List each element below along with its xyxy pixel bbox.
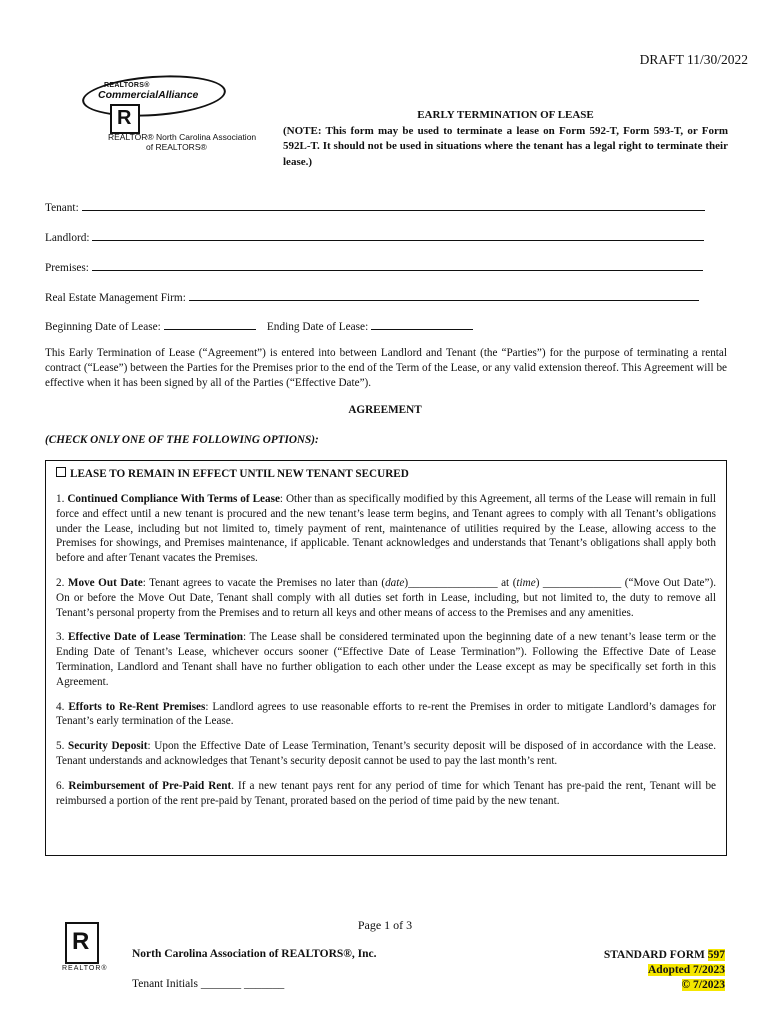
- adopted-date: Adopted 7/2023: [648, 964, 725, 976]
- premises-field: [45, 259, 703, 274]
- realtor-logo: [62, 922, 108, 978]
- item-6: 6. Reimbursement of Pre-Paid Rent. If a new tenant pays rent for any period of time for which Tenant has pre-paid the rent, Tenant will be reimbursed a portion of the rent pre-paid by Tenant, prorated based on the period of time paid by the new tenant.: [56, 779, 717, 807]
- logo-assoc-line2: of REALTORS®: [146, 142, 207, 152]
- option-checkbox-row[interactable]: [56, 467, 716, 480]
- firm-input-line[interactable]: [189, 289, 699, 301]
- standard-form-line: STANDARD FORM 597: [603, 949, 725, 961]
- item-3: 3. Effective Date of Lease Termination: The Lease shall be considered terminated upon the beginning date of a new tenant’s lease term or the Ending Date of Tenant’s Lease, whichever occurs sooner (“Effective Date of Lease Termination”). Following the Effective Date of Lease Termination, Landlord and Tenant shall have no further obligation to each other under the Lease except as may be specifically set forth in this Agreement.: [56, 631, 717, 688]
- firm-label: Real Estate Management Firm:: [45, 292, 186, 304]
- tenant-input-line[interactable]: [82, 199, 705, 211]
- draft-date: DRAFT 11/30/2022: [639, 52, 748, 67]
- end-input-line[interactable]: [371, 318, 473, 330]
- begin-input-line[interactable]: [164, 318, 256, 330]
- landlord-input-line[interactable]: [92, 229, 704, 241]
- agreement-heading: AGREEMENT: [348, 404, 422, 416]
- tenant-initials[interactable]: Tenant Initials _______ _______: [132, 978, 285, 990]
- form-number: 597: [707, 949, 725, 961]
- realtor-label: REALTOR®: [62, 965, 108, 972]
- premises-label: Premises:: [45, 262, 89, 274]
- lease-dates-field: [45, 318, 473, 333]
- check-instruction: (CHECK ONLY ONE OF THE FOLLOWING OPTIONS):: [45, 434, 319, 446]
- item-2: 2. Move Out Date: Tenant agrees to vacate the Premises no later than (date)________________ at (time) ______________ (“Move Out Date”). On or before the Move Out Date, Tenant shall comply with all duties set forth in Lease, including, but not limited to, the duty to remove all Tenant’s personal property from the Premises and to return all keys and other means of access to the Premises and any amenities.: [56, 576, 717, 619]
- option-box: [45, 460, 727, 856]
- tenant-label: Tenant:: [45, 202, 79, 214]
- item-1: 1. Continued Compliance With Terms of Lease: Other than as specifically modified by this Agreement, all terms of the Lease will remain in full force and effect until a new tenant is procured and the new tenant’s lease term begins, and Tenant agrees to comply with all Tenant’s obligations under the Lease, including but not limited to, timely payment of rent, maintenance of utilities required by the Lease, allowing access to the Premises for showings, and Premises maintenance, if applicable. Tenant acknowledges and understands that Tenant’s obligations shall apply both before and after Tenant vacates the Premises.: [56, 493, 717, 565]
- logo-assoc-line1: REALTOR® North Carolina Association: [108, 132, 257, 142]
- intro-paragraph: [45, 346, 727, 390]
- landlord-field: [45, 229, 704, 244]
- option-label: LEASE TO REMAIN IN EFFECT UNTIL NEW TENANT SECURED: [70, 468, 409, 480]
- realtor-r-icon: R: [65, 922, 99, 964]
- form-title: EARLY TERMINATION OF LEASE: [417, 109, 594, 121]
- association-name: North Carolina Association of REALTORS®, Inc.: [132, 948, 377, 960]
- logo-realtors-text: REALTORS®: [104, 82, 150, 89]
- commercial-alliance-logo: [80, 72, 270, 162]
- item-4: 4. Efforts to Re-Rent Premises: Landlord agrees to use reasonable efforts to re-rent the Premises in order to mitigate Landlord’s damages for Tenant’s early termination of the Lease.: [56, 700, 717, 728]
- copyright: © 7/2023: [681, 979, 725, 991]
- begin-label: Beginning Date of Lease:: [45, 321, 161, 333]
- form-title-block: [283, 108, 728, 170]
- premises-input-line[interactable]: [92, 259, 703, 271]
- tenant-field: [45, 199, 705, 214]
- firm-field: [45, 289, 699, 304]
- end-label: Ending Date of Lease:: [266, 321, 369, 333]
- item-5: 5. Security Deposit: Upon the Effective Date of Lease Termination, Tenant’s security deposit will be disposed of in accordance with the Lease. Tenant understands and acknowledges that Tenant’s security deposit cannot be used to pay the last month’s rent.: [56, 740, 716, 767]
- checkbox-icon[interactable]: [56, 467, 66, 477]
- page-number: Page 1 of 3: [357, 918, 413, 932]
- logo-commercial-text: CommercialAlliance: [98, 89, 199, 101]
- realtor-r-icon: R: [110, 104, 140, 134]
- intro-text: This Early Termination of Lease (“Agreement”) is entered into between Landlord and Tenant (the “Parties”) for the purpose of terminating a rental contract (“Lease”) between the Parties for the Premises prior to the end of the Term of the Lease, or any valid extension thereof. This Agreement will be effective when it has been signed by all of the Parties (“Effective Date”).: [45, 347, 727, 389]
- standard-form-block: [604, 948, 725, 993]
- form-note: (NOTE: This form may be used to terminate a lease on Form 592-T, Form 593-T, or Form 592L-T. It should not be used in situations where the tenant has a legal right to terminate their lease.): [283, 124, 728, 168]
- landlord-label: Landlord:: [45, 232, 90, 244]
